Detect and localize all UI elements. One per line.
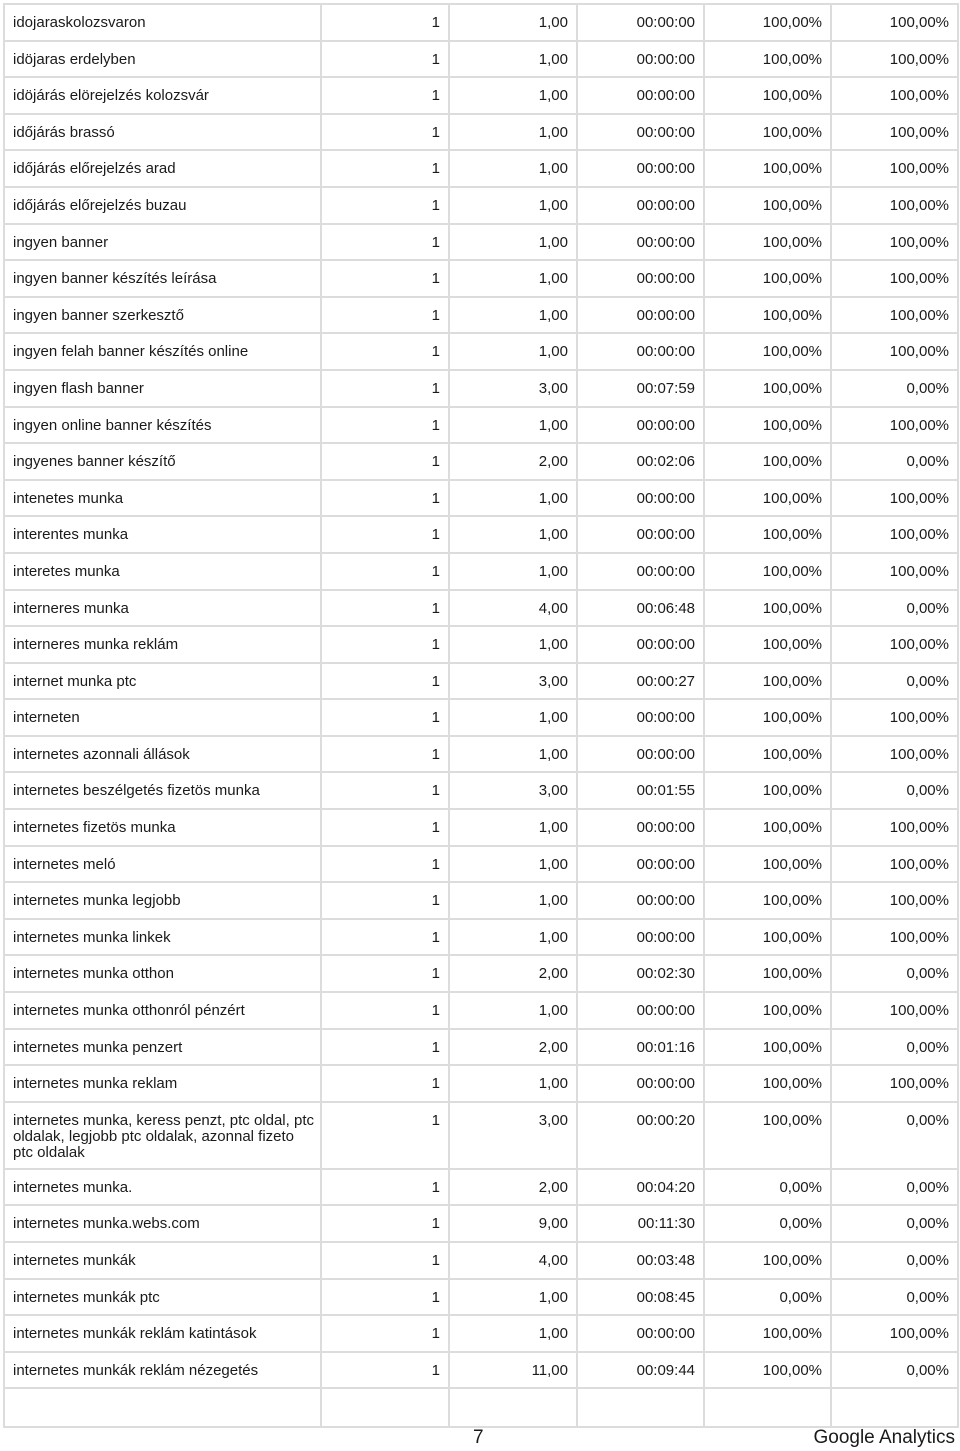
new-visits-cell: 100,00% <box>704 114 831 151</box>
new-visits-cell: 100,00% <box>704 553 831 590</box>
new-visits-cell: 100,00% <box>704 4 831 41</box>
table-row <box>4 1352 958 1389</box>
bounce-rate-cell: 100,00% <box>831 114 958 151</box>
visits-cell: 1 <box>321 1279 449 1316</box>
bounce-rate-cell: 0,00% <box>831 370 958 407</box>
bounce-rate-cell: 100,00% <box>831 846 958 883</box>
table-row <box>4 992 958 1029</box>
pages-per-visit-cell: 2,00 <box>449 1029 577 1066</box>
visits-cell: 1 <box>321 736 449 773</box>
avg-time-cell: 00:07:59 <box>577 370 704 407</box>
visits-cell: 1 <box>321 1242 449 1279</box>
keyword-cell: interneres munka reklám <box>4 626 321 663</box>
table-row <box>4 699 958 736</box>
keyword-cell: internetes munkák ptc <box>4 1279 321 1316</box>
pages-per-visit-cell: 1,00 <box>449 882 577 919</box>
table-row <box>4 809 958 846</box>
pages-per-visit-cell: 1,00 <box>449 260 577 297</box>
visits-cell: 1 <box>321 809 449 846</box>
keyword-cell: ingyen banner szerkesztő <box>4 297 321 334</box>
pages-per-visit-cell: 1,00 <box>449 297 577 334</box>
bounce-rate-cell: 0,00% <box>831 1169 958 1206</box>
keyword-cell: internetes munkák <box>4 1242 321 1279</box>
new-visits-cell: 100,00% <box>704 1242 831 1279</box>
table-row <box>4 114 958 151</box>
avg-time-cell: 00:00:00 <box>577 1315 704 1352</box>
avg-time-cell: 00:00:00 <box>577 736 704 773</box>
keyword-cell: idöjárás elörejelzés kolozsvár <box>4 77 321 114</box>
table-spacer-row <box>4 1388 958 1427</box>
pages-per-visit-cell: 2,00 <box>449 443 577 480</box>
bounce-rate-cell: 0,00% <box>831 1279 958 1316</box>
bounce-rate-cell: 100,00% <box>831 626 958 663</box>
pages-per-visit-cell: 4,00 <box>449 1242 577 1279</box>
table-row <box>4 1169 958 1206</box>
empty-cell <box>449 1388 577 1427</box>
keyword-cell: internetes munkák reklám katintások <box>4 1315 321 1352</box>
avg-time-cell: 00:00:00 <box>577 626 704 663</box>
visits-cell: 1 <box>321 150 449 187</box>
bounce-rate-cell: 100,00% <box>831 882 958 919</box>
bounce-rate-cell: 0,00% <box>831 1352 958 1389</box>
visits-cell: 1 <box>321 1352 449 1389</box>
empty-cell <box>704 1388 831 1427</box>
new-visits-cell: 100,00% <box>704 1065 831 1102</box>
visits-cell: 1 <box>321 41 449 78</box>
bounce-rate-cell: 100,00% <box>831 1065 958 1102</box>
avg-time-cell: 00:00:00 <box>577 846 704 883</box>
keyword-cell: internetes azonnali állások <box>4 736 321 773</box>
keyword-cell: internetes munka otthon <box>4 955 321 992</box>
avg-time-cell: 00:01:55 <box>577 772 704 809</box>
visits-cell: 1 <box>321 992 449 1029</box>
pages-per-visit-cell: 1,00 <box>449 77 577 114</box>
table-row <box>4 41 958 78</box>
keyword-cell: ingyenes banner készítő <box>4 443 321 480</box>
pages-per-visit-cell: 2,00 <box>449 955 577 992</box>
new-visits-cell: 100,00% <box>704 187 831 224</box>
avg-time-cell: 00:00:00 <box>577 480 704 517</box>
keyword-cell: internetes munkák reklám nézegetés <box>4 1352 321 1389</box>
keyword-cell: interneten <box>4 699 321 736</box>
visits-cell: 1 <box>321 846 449 883</box>
table-row <box>4 370 958 407</box>
bounce-rate-cell: 100,00% <box>831 297 958 334</box>
visits-cell: 1 <box>321 1315 449 1352</box>
new-visits-cell: 100,00% <box>704 919 831 956</box>
bounce-rate-cell: 100,00% <box>831 809 958 846</box>
pages-per-visit-cell: 3,00 <box>449 772 577 809</box>
table-row <box>4 919 958 956</box>
pages-per-visit-cell: 1,00 <box>449 553 577 590</box>
new-visits-cell: 100,00% <box>704 1315 831 1352</box>
table-row <box>4 1102 958 1169</box>
new-visits-cell: 100,00% <box>704 1352 831 1389</box>
avg-time-cell: 00:00:27 <box>577 663 704 700</box>
visits-cell: 1 <box>321 553 449 590</box>
pages-per-visit-cell: 1,00 <box>449 736 577 773</box>
bounce-rate-cell: 100,00% <box>831 516 958 553</box>
avg-time-cell: 00:11:30 <box>577 1205 704 1242</box>
table-row <box>4 590 958 627</box>
bounce-rate-cell: 100,00% <box>831 224 958 261</box>
avg-time-cell: 00:02:30 <box>577 955 704 992</box>
visits-cell: 1 <box>321 187 449 224</box>
table-row <box>4 407 958 444</box>
bounce-rate-cell: 100,00% <box>831 150 958 187</box>
new-visits-cell: 0,00% <box>704 1205 831 1242</box>
empty-cell <box>577 1388 704 1427</box>
visits-cell: 1 <box>321 516 449 553</box>
pages-per-visit-cell: 1,00 <box>449 1279 577 1316</box>
bounce-rate-cell: 100,00% <box>831 187 958 224</box>
avg-time-cell: 00:08:45 <box>577 1279 704 1316</box>
table-row <box>4 77 958 114</box>
empty-cell <box>4 1388 321 1427</box>
pages-per-visit-cell: 1,00 <box>449 1065 577 1102</box>
bounce-rate-cell: 0,00% <box>831 1242 958 1279</box>
table-row <box>4 516 958 553</box>
table-row <box>4 736 958 773</box>
keyword-cell: időjárás előrejelzés arad <box>4 150 321 187</box>
keyword-cell: idojaraskolozsvaron <box>4 4 321 41</box>
keyword-cell: internet munka ptc <box>4 663 321 700</box>
avg-time-cell: 00:06:48 <box>577 590 704 627</box>
pages-per-visit-cell: 1,00 <box>449 150 577 187</box>
bounce-rate-cell: 100,00% <box>831 919 958 956</box>
pages-per-visit-cell: 2,00 <box>449 1169 577 1206</box>
avg-time-cell: 00:00:00 <box>577 4 704 41</box>
bounce-rate-cell: 0,00% <box>831 1029 958 1066</box>
bounce-rate-cell: 0,00% <box>831 443 958 480</box>
footer-brand: Google Analytics <box>813 1427 955 1448</box>
pages-per-visit-cell: 3,00 <box>449 1102 577 1169</box>
avg-time-cell: 00:00:00 <box>577 992 704 1029</box>
avg-time-cell: 00:00:00 <box>577 699 704 736</box>
visits-cell: 1 <box>321 626 449 663</box>
avg-time-cell: 00:03:48 <box>577 1242 704 1279</box>
bounce-rate-cell: 100,00% <box>831 77 958 114</box>
pages-per-visit-cell: 11,00 <box>449 1352 577 1389</box>
visits-cell: 1 <box>321 260 449 297</box>
new-visits-cell: 100,00% <box>704 663 831 700</box>
new-visits-cell: 0,00% <box>704 1279 831 1316</box>
keyword-cell: ingyen felah banner készítés online <box>4 333 321 370</box>
avg-time-cell: 00:00:20 <box>577 1102 704 1169</box>
avg-time-cell: 00:00:00 <box>577 260 704 297</box>
bounce-rate-cell: 0,00% <box>831 590 958 627</box>
table-row <box>4 663 958 700</box>
new-visits-cell: 100,00% <box>704 882 831 919</box>
avg-time-cell: 00:00:00 <box>577 809 704 846</box>
keyword-cell: időjárás brassó <box>4 114 321 151</box>
visits-cell: 1 <box>321 297 449 334</box>
bounce-rate-cell: 100,00% <box>831 4 958 41</box>
visits-cell: 1 <box>321 590 449 627</box>
keyword-cell: internetes munka penzert <box>4 1029 321 1066</box>
new-visits-cell: 100,00% <box>704 77 831 114</box>
table-row <box>4 480 958 517</box>
bounce-rate-cell: 100,00% <box>831 260 958 297</box>
table-row <box>4 955 958 992</box>
keyword-cell: internetes beszélgetés fizetös munka <box>4 772 321 809</box>
pages-per-visit-cell: 1,00 <box>449 333 577 370</box>
new-visits-cell: 100,00% <box>704 150 831 187</box>
keyword-cell: ingyen online banner készítés <box>4 407 321 444</box>
keyword-cell: internetes munka otthonról pénzért <box>4 992 321 1029</box>
avg-time-cell: 00:04:20 <box>577 1169 704 1206</box>
keyword-cell: intenetes munka <box>4 480 321 517</box>
pages-per-visit-cell: 3,00 <box>449 663 577 700</box>
visits-cell: 1 <box>321 1029 449 1066</box>
table-row <box>4 626 958 663</box>
bounce-rate-cell: 0,00% <box>831 1205 958 1242</box>
visits-cell: 1 <box>321 772 449 809</box>
visits-cell: 1 <box>321 333 449 370</box>
new-visits-cell: 100,00% <box>704 407 831 444</box>
visits-cell: 1 <box>321 4 449 41</box>
new-visits-cell: 100,00% <box>704 370 831 407</box>
bounce-rate-cell: 100,00% <box>831 553 958 590</box>
avg-time-cell: 00:00:00 <box>577 882 704 919</box>
table-row <box>4 297 958 334</box>
table-row <box>4 260 958 297</box>
keyword-cell: internetes meló <box>4 846 321 883</box>
pages-per-visit-cell: 1,00 <box>449 846 577 883</box>
avg-time-cell: 00:00:00 <box>577 1065 704 1102</box>
table-row <box>4 224 958 261</box>
new-visits-cell: 0,00% <box>704 1169 831 1206</box>
keyword-cell: internetes munka linkek <box>4 919 321 956</box>
new-visits-cell: 100,00% <box>704 224 831 261</box>
keyword-cell: internetes munka reklam <box>4 1065 321 1102</box>
avg-time-cell: 00:09:44 <box>577 1352 704 1389</box>
pages-per-visit-cell: 1,00 <box>449 187 577 224</box>
pages-per-visit-cell: 1,00 <box>449 1315 577 1352</box>
pages-per-visit-cell: 3,00 <box>449 370 577 407</box>
bounce-rate-cell: 0,00% <box>831 772 958 809</box>
avg-time-cell: 00:00:00 <box>577 407 704 444</box>
table-row <box>4 443 958 480</box>
table-row <box>4 1279 958 1316</box>
keyword-cell: ingyen banner készítés leírása <box>4 260 321 297</box>
table-row <box>4 846 958 883</box>
pages-per-visit-cell: 1,00 <box>449 41 577 78</box>
visits-cell: 1 <box>321 114 449 151</box>
table-row <box>4 150 958 187</box>
table-row <box>4 1315 958 1352</box>
avg-time-cell: 00:00:00 <box>577 187 704 224</box>
new-visits-cell: 100,00% <box>704 1102 831 1169</box>
avg-time-cell: 00:00:00 <box>577 77 704 114</box>
keyword-cell: ingyen banner <box>4 224 321 261</box>
new-visits-cell: 100,00% <box>704 992 831 1029</box>
new-visits-cell: 100,00% <box>704 590 831 627</box>
avg-time-cell: 00:00:00 <box>577 114 704 151</box>
visits-cell: 1 <box>321 919 449 956</box>
new-visits-cell: 100,00% <box>704 846 831 883</box>
table-row <box>4 1065 958 1102</box>
visits-cell: 1 <box>321 882 449 919</box>
avg-time-cell: 00:00:00 <box>577 919 704 956</box>
page-number: 7 <box>473 1427 484 1448</box>
new-visits-cell: 100,00% <box>704 297 831 334</box>
pages-per-visit-cell: 1,00 <box>449 809 577 846</box>
bounce-rate-cell: 0,00% <box>831 955 958 992</box>
avg-time-cell: 00:00:00 <box>577 41 704 78</box>
keyword-cell: internetes munka, keress penzt, ptc oldal, ptc oldalak, legjobb ptc oldalak, azonnal fizeto ptc oldalak <box>4 1102 321 1169</box>
table-row <box>4 187 958 224</box>
new-visits-cell: 100,00% <box>704 41 831 78</box>
new-visits-cell: 100,00% <box>704 736 831 773</box>
new-visits-cell: 100,00% <box>704 260 831 297</box>
table-row <box>4 4 958 41</box>
bounce-rate-cell: 100,00% <box>831 992 958 1029</box>
keyword-cell: interetes munka <box>4 553 321 590</box>
pages-per-visit-cell: 4,00 <box>449 590 577 627</box>
bounce-rate-cell: 0,00% <box>831 663 958 700</box>
new-visits-cell: 100,00% <box>704 699 831 736</box>
visits-cell: 1 <box>321 955 449 992</box>
visits-cell: 1 <box>321 370 449 407</box>
avg-time-cell: 00:00:00 <box>577 553 704 590</box>
empty-cell <box>831 1388 958 1427</box>
new-visits-cell: 100,00% <box>704 333 831 370</box>
pages-per-visit-cell: 1,00 <box>449 224 577 261</box>
visits-cell: 1 <box>321 224 449 261</box>
keyword-cell: internetes munka. <box>4 1169 321 1206</box>
table-row <box>4 772 958 809</box>
keyword-report-table <box>3 3 959 1428</box>
avg-time-cell: 00:02:06 <box>577 443 704 480</box>
new-visits-cell: 100,00% <box>704 516 831 553</box>
table-row <box>4 333 958 370</box>
keyword-cell: időjárás előrejelzés buzau <box>4 187 321 224</box>
keyword-cell: idöjaras erdelyben <box>4 41 321 78</box>
visits-cell: 1 <box>321 407 449 444</box>
new-visits-cell: 100,00% <box>704 955 831 992</box>
new-visits-cell: 100,00% <box>704 480 831 517</box>
visits-cell: 1 <box>321 1169 449 1206</box>
keyword-cell: interentes munka <box>4 516 321 553</box>
pages-per-visit-cell: 1,00 <box>449 626 577 663</box>
bounce-rate-cell: 0,00% <box>831 1102 958 1169</box>
table-body <box>4 4 958 1427</box>
pages-per-visit-cell: 1,00 <box>449 919 577 956</box>
pages-per-visit-cell: 1,00 <box>449 407 577 444</box>
new-visits-cell: 100,00% <box>704 1029 831 1066</box>
pages-per-visit-cell: 1,00 <box>449 516 577 553</box>
avg-time-cell: 00:00:00 <box>577 516 704 553</box>
visits-cell: 1 <box>321 1205 449 1242</box>
pages-per-visit-cell: 1,00 <box>449 480 577 517</box>
keyword-cell: internetes munka legjobb <box>4 882 321 919</box>
avg-time-cell: 00:01:16 <box>577 1029 704 1066</box>
pages-per-visit-cell: 1,00 <box>449 114 577 151</box>
table-row <box>4 882 958 919</box>
visits-cell: 1 <box>321 1065 449 1102</box>
empty-cell <box>321 1388 449 1427</box>
keyword-cell: ingyen flash banner <box>4 370 321 407</box>
pages-per-visit-cell: 9,00 <box>449 1205 577 1242</box>
new-visits-cell: 100,00% <box>704 626 831 663</box>
table-row <box>4 1205 958 1242</box>
table-row <box>4 1029 958 1066</box>
bounce-rate-cell: 100,00% <box>831 1315 958 1352</box>
bounce-rate-cell: 100,00% <box>831 699 958 736</box>
bounce-rate-cell: 100,00% <box>831 333 958 370</box>
avg-time-cell: 00:00:00 <box>577 224 704 261</box>
pages-per-visit-cell: 1,00 <box>449 699 577 736</box>
avg-time-cell: 00:00:00 <box>577 297 704 334</box>
table-row <box>4 1242 958 1279</box>
visits-cell: 1 <box>321 699 449 736</box>
visits-cell: 1 <box>321 77 449 114</box>
new-visits-cell: 100,00% <box>704 443 831 480</box>
keyword-cell: internetes munka.webs.com <box>4 1205 321 1242</box>
keyword-cell: interneres munka <box>4 590 321 627</box>
new-visits-cell: 100,00% <box>704 772 831 809</box>
visits-cell: 1 <box>321 663 449 700</box>
visits-cell: 1 <box>321 1102 449 1169</box>
table-row <box>4 553 958 590</box>
new-visits-cell: 100,00% <box>704 809 831 846</box>
pages-per-visit-cell: 1,00 <box>449 4 577 41</box>
bounce-rate-cell: 100,00% <box>831 407 958 444</box>
avg-time-cell: 00:00:00 <box>577 150 704 187</box>
avg-time-cell: 00:00:00 <box>577 333 704 370</box>
bounce-rate-cell: 100,00% <box>831 480 958 517</box>
visits-cell: 1 <box>321 443 449 480</box>
keyword-cell: internetes fizetös munka <box>4 809 321 846</box>
bounce-rate-cell: 100,00% <box>831 736 958 773</box>
visits-cell: 1 <box>321 480 449 517</box>
pages-per-visit-cell: 1,00 <box>449 992 577 1029</box>
bounce-rate-cell: 100,00% <box>831 41 958 78</box>
